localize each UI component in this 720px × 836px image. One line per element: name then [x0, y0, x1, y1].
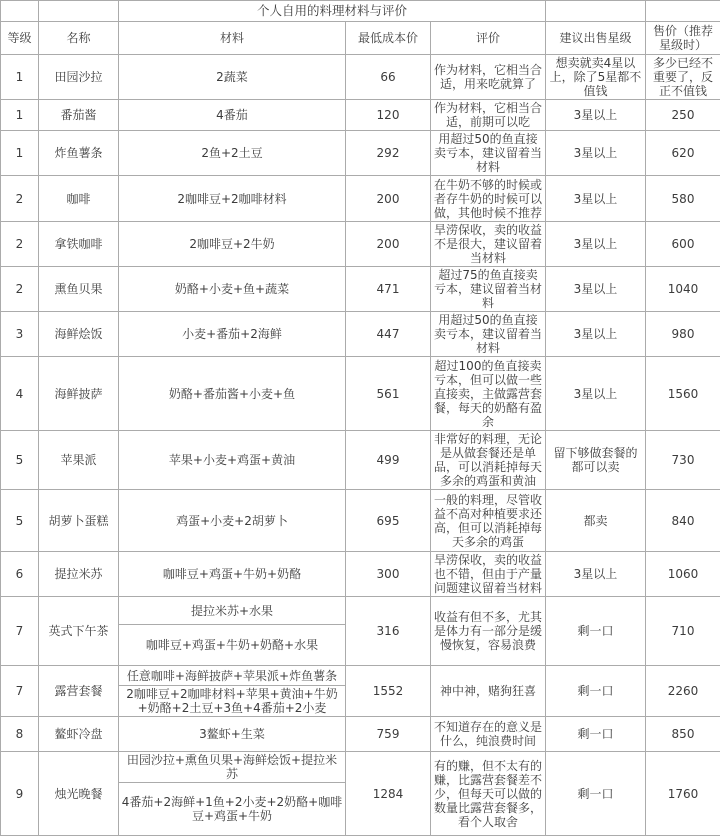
- cell-evaluation: 旱涝保收，卖的收益也不错，但由于产量问题建议留着当材料: [431, 552, 546, 597]
- col-header-sell-price: 售价（推荐星级时）: [646, 22, 720, 55]
- cell-name: 露营套餐: [39, 666, 119, 717]
- table-row: [1, 597, 720, 625]
- cell-materials: 2鱼+2土豆: [119, 131, 346, 176]
- cell-level: 1: [1, 131, 39, 176]
- cell-suggested-star: 3星以上: [546, 312, 646, 357]
- cell-suggested-star: 3星以上: [546, 267, 646, 312]
- cell-sell-price: 710: [646, 597, 720, 666]
- table-title: 个人自用的料理材料与评价: [119, 1, 546, 22]
- cell-materials-alt: 2咖啡豆+2咖啡材料+苹果+黄油+牛奶+奶酪+2土豆+3鱼+4番茄+2小麦: [119, 686, 346, 717]
- col-header-evaluation: 评价: [431, 22, 546, 55]
- table-row: [1, 552, 720, 597]
- cell-materials-alt: 咖啡豆+鸡蛋+牛奶+奶酪+水果: [119, 625, 346, 666]
- cell-min-cost: 561: [346, 357, 431, 431]
- cell-sell-price: 840: [646, 490, 720, 552]
- cell-suggested-star: 3星以上: [546, 222, 646, 267]
- cell-materials: 鸡蛋+小麦+2胡萝卜: [119, 490, 346, 552]
- cell-suggested-star: 3星以上: [546, 176, 646, 222]
- cell-evaluation: 作为材料，它相当合适，用来吃就算了: [431, 55, 546, 100]
- cell-level: 2: [1, 267, 39, 312]
- cell-suggested-star: 剩一口: [546, 597, 646, 666]
- cell-name: 胡萝卜蛋糕: [39, 490, 119, 552]
- cell-materials: 3鳌虾+生菜: [119, 717, 346, 752]
- cell-min-cost: 1284: [346, 752, 431, 836]
- cell-evaluation: 作为材料，它相当合适，前期可以吃: [431, 100, 546, 131]
- cell-min-cost: 120: [346, 100, 431, 131]
- cell-materials: 2蔬菜: [119, 55, 346, 100]
- cell-level: 5: [1, 490, 39, 552]
- cell-name: 提拉米苏: [39, 552, 119, 597]
- cell-suggested-star: 剩一口: [546, 666, 646, 717]
- cell-suggested-star: 3星以上: [546, 552, 646, 597]
- cell-suggested-star: 都卖: [546, 490, 646, 552]
- col-header-min-cost: 最低成本价: [346, 22, 431, 55]
- cell-name: 番茄酱: [39, 100, 119, 131]
- cell-sell-price: 620: [646, 131, 720, 176]
- empty-cell: [1, 1, 39, 22]
- cell-sell-price: 1040: [646, 267, 720, 312]
- cell-min-cost: 300: [346, 552, 431, 597]
- cell-min-cost: 292: [346, 131, 431, 176]
- table-row: [1, 100, 720, 131]
- header-row: [1, 22, 720, 55]
- cell-materials: 提拉米苏+水果: [119, 597, 346, 625]
- cell-level: 4: [1, 357, 39, 431]
- cell-level: 2: [1, 176, 39, 222]
- title-row: [1, 1, 720, 22]
- cell-min-cost: 499: [346, 431, 431, 490]
- cell-name: 海鲜烩饭: [39, 312, 119, 357]
- cell-name: 英式下午茶: [39, 597, 119, 666]
- cell-level: 8: [1, 717, 39, 752]
- cell-materials: 奶酪+番茄酱+小麦+鱼: [119, 357, 346, 431]
- cell-sell-price: 580: [646, 176, 720, 222]
- cell-sell-price: 980: [646, 312, 720, 357]
- cell-min-cost: 695: [346, 490, 431, 552]
- cell-evaluation: 旱涝保收，卖的收益不是很大，建议留着当材料: [431, 222, 546, 267]
- cell-name: 鳌虾冷盘: [39, 717, 119, 752]
- cell-materials: 2咖啡豆+2咖啡材料: [119, 176, 346, 222]
- cell-name: 海鲜披萨: [39, 357, 119, 431]
- cell-min-cost: 447: [346, 312, 431, 357]
- table-row: [1, 717, 720, 752]
- col-header-materials: 材料: [119, 22, 346, 55]
- col-header-name: 名称: [39, 22, 119, 55]
- cell-sell-price: 600: [646, 222, 720, 267]
- empty-cell: [546, 1, 646, 22]
- table-row: [1, 357, 720, 431]
- table-row: [1, 267, 720, 312]
- cell-evaluation: 神中神，赌狗狂喜: [431, 666, 546, 717]
- table-row: [1, 222, 720, 267]
- table-row: [1, 490, 720, 552]
- cell-suggested-star: 3星以上: [546, 100, 646, 131]
- cell-name: 咖啡: [39, 176, 119, 222]
- cell-sell-price: 1760: [646, 752, 720, 836]
- cell-evaluation: 用超过50的鱼直接卖亏本，建议留着当材料: [431, 131, 546, 176]
- cell-min-cost: 471: [346, 267, 431, 312]
- cell-evaluation: 有的赚，但不太有的赚，比露营套餐差不少，但每天可以做的数量比露营套餐多，看个人取舍: [431, 752, 546, 836]
- cell-min-cost: 1552: [346, 666, 431, 717]
- cell-sell-price: 730: [646, 431, 720, 490]
- cell-materials: 任意咖啡+海鲜披萨+苹果派+炸鱼薯条: [119, 666, 346, 686]
- table-row: [1, 55, 720, 100]
- cell-min-cost: 316: [346, 597, 431, 666]
- cell-level: 7: [1, 597, 39, 666]
- cell-level: 1: [1, 100, 39, 131]
- table-row: [1, 666, 720, 686]
- col-header-suggested-star: 建议出售星级: [546, 22, 646, 55]
- cell-sell-price: 1060: [646, 552, 720, 597]
- cell-level: 3: [1, 312, 39, 357]
- cell-name: 炸鱼薯条: [39, 131, 119, 176]
- cell-min-cost: 759: [346, 717, 431, 752]
- cell-min-cost: 200: [346, 176, 431, 222]
- cell-suggested-star: 3星以上: [546, 131, 646, 176]
- cell-level: 2: [1, 222, 39, 267]
- cell-level: 6: [1, 552, 39, 597]
- cell-evaluation: 一般的料理，尽管收益不高对种植要求还高，但可以消耗掉每天多余的鸡蛋: [431, 490, 546, 552]
- table-row: [1, 752, 720, 783]
- cell-name: 熏鱼贝果: [39, 267, 119, 312]
- cell-min-cost: 66: [346, 55, 431, 100]
- cell-evaluation: 用超过50的鱼直接卖亏本，建议留着当材料: [431, 312, 546, 357]
- cell-evaluation: 不知道存在的意义是什么，纯浪费时间: [431, 717, 546, 752]
- cell-suggested-star: 剩一口: [546, 752, 646, 836]
- cell-level: 9: [1, 752, 39, 836]
- cell-suggested-star: 剩一口: [546, 717, 646, 752]
- cell-materials: 奶酪+小麦+鱼+蔬菜: [119, 267, 346, 312]
- cell-sell-price: 多少已经不重要了，反正不值钱: [646, 55, 720, 100]
- cell-materials: 4番茄: [119, 100, 346, 131]
- cell-level: 1: [1, 55, 39, 100]
- cell-sell-price: 1560: [646, 357, 720, 431]
- cell-evaluation: 在牛奶不够的时候或者存牛奶的时候可以做，其他时候不推荐: [431, 176, 546, 222]
- cell-evaluation: 超过75的鱼直接卖亏本，建议留着当材料: [431, 267, 546, 312]
- table-row: [1, 131, 720, 176]
- cell-min-cost: 200: [346, 222, 431, 267]
- table-row: [1, 176, 720, 222]
- cell-level: 7: [1, 666, 39, 717]
- cell-materials: 2咖啡豆+2牛奶: [119, 222, 346, 267]
- cell-name: 拿铁咖啡: [39, 222, 119, 267]
- cell-suggested-star: 想卖就卖4星以上，除了5星都不值钱: [546, 55, 646, 100]
- cell-materials: 小麦+番茄+2海鲜: [119, 312, 346, 357]
- cell-materials: 咖啡豆+鸡蛋+牛奶+奶酪: [119, 552, 346, 597]
- empty-cell: [39, 1, 119, 22]
- cell-materials: 田园沙拉+熏鱼贝果+海鲜烩饭+提拉米苏: [119, 752, 346, 783]
- cell-name: 烛光晚餐: [39, 752, 119, 836]
- cell-sell-price: 850: [646, 717, 720, 752]
- cell-suggested-star: 3星以上: [546, 357, 646, 431]
- table-row: [1, 312, 720, 357]
- cell-materials: 苹果+小麦+鸡蛋+黄油: [119, 431, 346, 490]
- cell-suggested-star: 留下够做套餐的都可以卖: [546, 431, 646, 490]
- empty-cell: [646, 1, 720, 22]
- cell-level: 5: [1, 431, 39, 490]
- cell-materials-alt: 4番茄+2海鲜+1鱼+2小麦+2奶酪+咖啡豆+鸡蛋+牛奶: [119, 783, 346, 836]
- cell-name: 苹果派: [39, 431, 119, 490]
- cell-sell-price: 250: [646, 100, 720, 131]
- cell-sell-price: 2260: [646, 666, 720, 717]
- cell-name: 田园沙拉: [39, 55, 119, 100]
- col-header-level: 等级: [1, 22, 39, 55]
- table-row: [1, 431, 720, 490]
- cell-evaluation: 超过100的鱼直接卖亏本，但可以做一些直接卖，主做露营套餐，每天的奶酪有盈余: [431, 357, 546, 431]
- cell-evaluation: 收益有但不多，尤其是体力有一部分是缓慢恢复，容易浪费: [431, 597, 546, 666]
- cell-evaluation: 非常好的料理，无论是从做套餐还是单品，可以消耗掉每天多余的鸡蛋和黄油: [431, 431, 546, 490]
